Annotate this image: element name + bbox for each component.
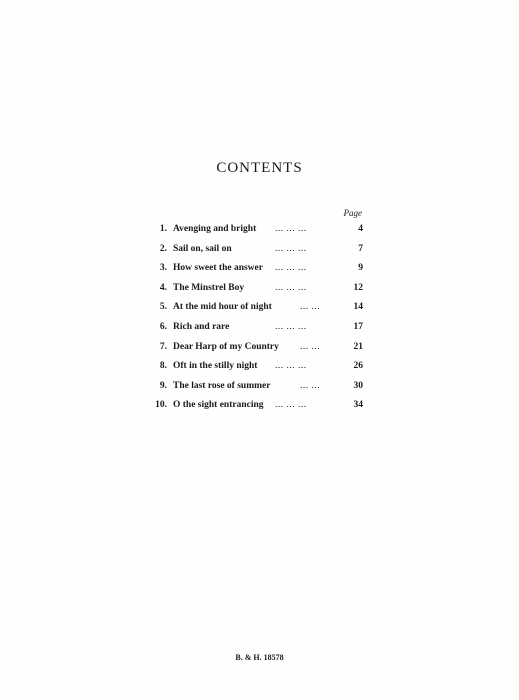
toc-entry-leader: ... ... ... [275, 263, 307, 274]
toc-entry-title: At the mid hour of night [173, 302, 272, 313]
toc-entry-number: 1. [159, 224, 167, 234]
toc-entry-page: 30 [353, 380, 363, 391]
toc-entry-number: 2. [159, 243, 167, 254]
toc-entry-page: 34 [353, 400, 363, 411]
toc-entry-page: 21 [353, 341, 363, 352]
toc-entry-number: 3. [159, 263, 167, 274]
toc-entry [150, 379, 365, 399]
toc-entry [150, 242, 365, 262]
toc-entry-title: The last rose of summer [173, 380, 271, 391]
toc-entry-page: 26 [353, 361, 363, 372]
toc-entry-leader: ... ... ... [275, 282, 307, 293]
toc-entry-title: Avenging and bright [173, 224, 257, 234]
toc-entry-title: O the sight entrancing [173, 400, 264, 411]
toc-entry-page: 4 [358, 224, 363, 234]
table-of-contents [150, 222, 365, 418]
toc-entry-number: 8. [159, 361, 167, 372]
toc-entry-leader: ... ... [300, 302, 321, 313]
toc-entry-leader: ... ... [300, 380, 321, 391]
toc-entry-leader: ... ... ... [275, 224, 307, 234]
toc-entry-number: 10. [155, 400, 167, 411]
toc-entry [150, 359, 365, 379]
toc-entry-number: 5. [159, 302, 167, 313]
toc-entry-number: 7. [159, 341, 167, 352]
toc-entry [150, 222, 365, 242]
toc-entry-title: How sweet the answer [173, 263, 263, 274]
toc-entry-leader: ... ... ... [275, 243, 307, 254]
toc-entry [150, 320, 365, 340]
toc-entry-leader: ... ... ... [275, 361, 307, 372]
page-column-label: Page [343, 208, 362, 218]
toc-entry [150, 281, 365, 301]
toc-entry-number: 9. [159, 380, 167, 391]
toc-entry [150, 261, 365, 281]
toc-entry-page: 14 [353, 302, 363, 313]
toc-entry [150, 300, 365, 320]
toc-entry-page: 7 [358, 243, 363, 254]
toc-entry-number: 6. [159, 321, 167, 332]
toc-entry-page: 17 [353, 321, 363, 332]
toc-entry-title: The Minstrel Boy [173, 282, 245, 293]
toc-entry-page: 9 [358, 263, 363, 274]
publisher-footer: B. & H. 18578 [235, 653, 284, 662]
toc-entry [150, 398, 365, 418]
toc-entry-title: Dear Harp of my Country [173, 341, 279, 352]
toc-entry-leader: ... ... ... [275, 400, 307, 411]
toc-entry [150, 340, 365, 360]
toc-entry-page: 12 [353, 282, 363, 293]
toc-entry-title: Rich and rare [173, 321, 230, 332]
page-title: CONTENTS [216, 160, 303, 176]
toc-entry-number: 4. [159, 282, 167, 293]
toc-entry-leader: ... ... ... [275, 321, 307, 332]
toc-entry-title: Sail on, sail on [173, 243, 232, 254]
toc-entry-leader: ... ... [300, 341, 321, 352]
toc-entry-title: Oft in the stilly night [173, 361, 258, 372]
